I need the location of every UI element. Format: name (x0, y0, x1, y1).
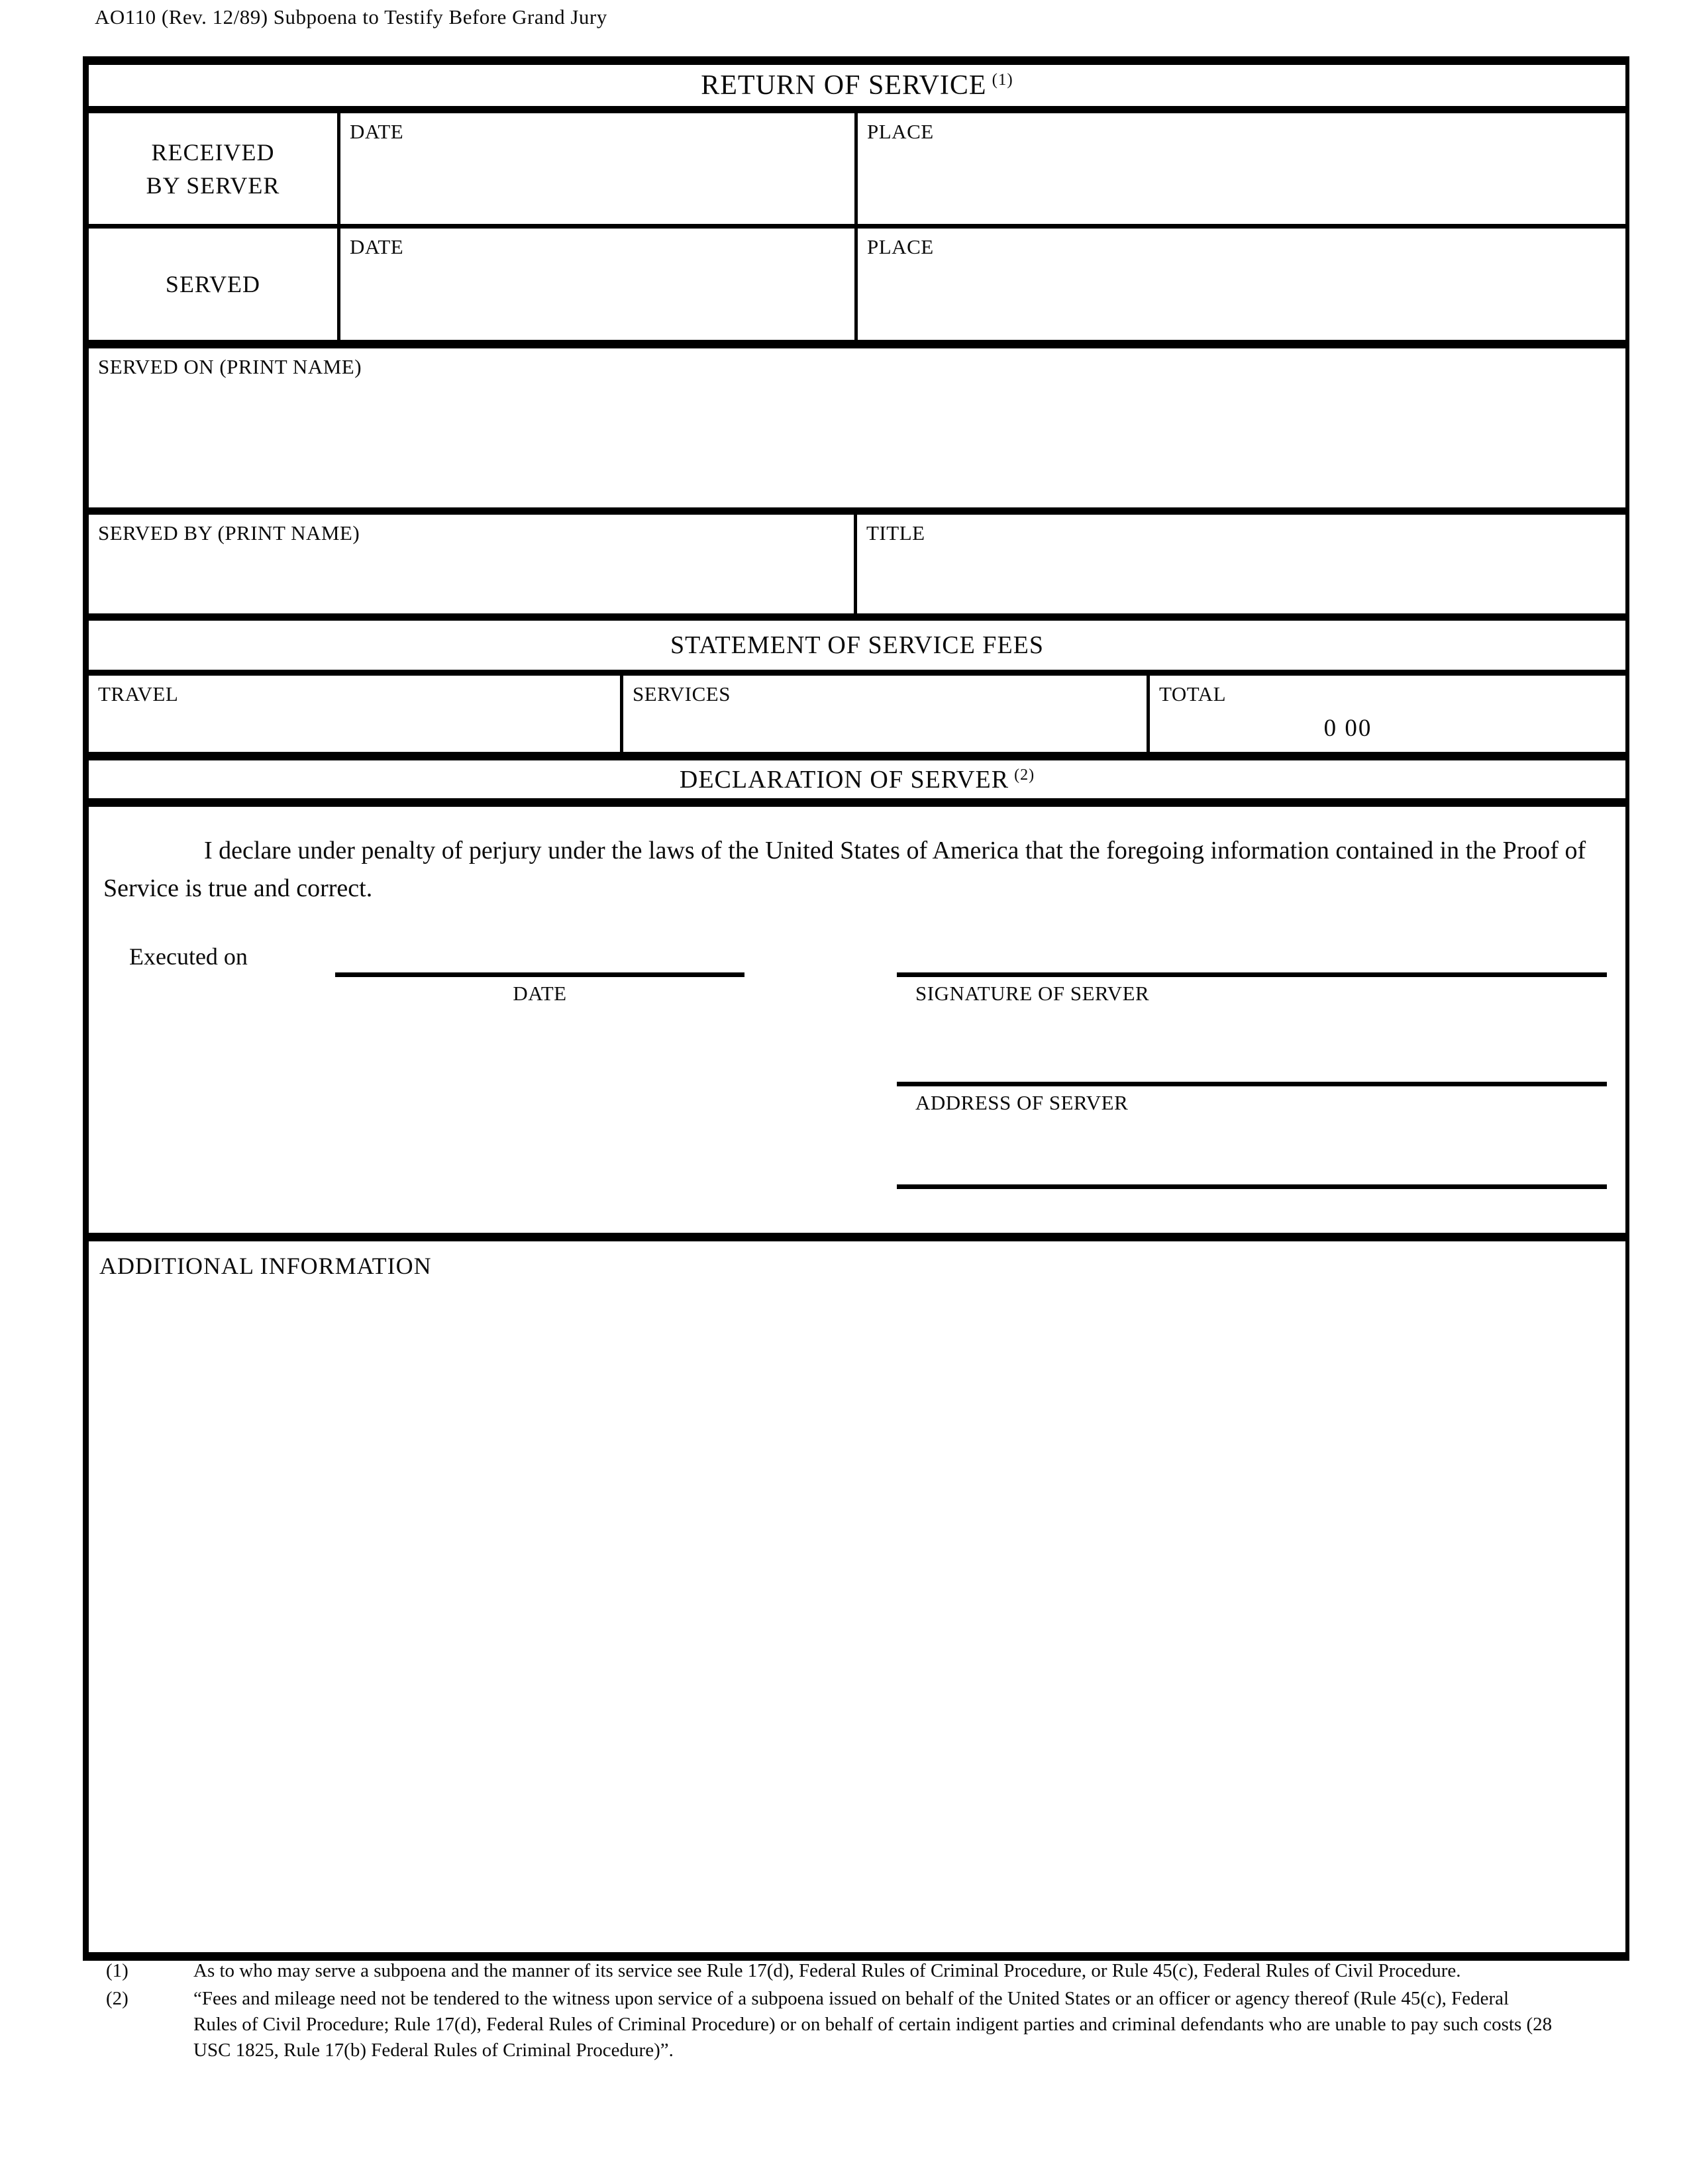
footnote-2-text: “Fees and mileage need not be tendered to the witness upon service of a subpoena issued on behalf of the United States or an officer or agency thereof (Rule 45(c), Federal Rules of Civil Procedure; Rule 17(d), Federal Rules of Criminal Procedure) or on behalf of certain indigent parties and criminal defendants who are unable to pay such costs (28 USC 1825, Rule 17(b) Federal Rules of Criminal Procedure)”. (193, 1988, 1553, 2061)
received-place-cell[interactable] (854, 113, 1625, 224)
total-label: TOTAL (1159, 682, 1227, 705)
title-field[interactable] (857, 515, 1625, 613)
declaration-header-row (89, 760, 1625, 807)
service-fees-title: STATEMENT OF SERVICE FEES (670, 631, 1044, 659)
signature-line[interactable] (897, 939, 1607, 977)
signature-of-server-label: SIGNATURE OF SERVER (915, 982, 1150, 1005)
address-line-2[interactable] (897, 1151, 1607, 1189)
footnote-1 (106, 1958, 1616, 1984)
served-date-label: DATE (350, 235, 404, 258)
service-fees-header-row (89, 621, 1625, 676)
served-by-row (89, 515, 1625, 621)
return-of-service-header-row (89, 65, 1625, 113)
served-on-label: SERVED ON (PRINT NAME) (98, 355, 362, 378)
received-date-field[interactable] (340, 113, 854, 224)
footnote-2 (106, 1986, 1616, 2063)
served-by-field[interactable] (89, 515, 854, 613)
received-date-label: DATE (350, 120, 404, 143)
received-place-label: PLACE (867, 120, 934, 143)
declaration-title-text: DECLARATION OF SERVER (679, 765, 1009, 794)
served-place-label: PLACE (867, 235, 934, 258)
executed-date-label: DATE (513, 982, 567, 1005)
declaration-title (680, 765, 1035, 794)
service-fees-row (89, 676, 1625, 760)
served-row (89, 229, 1625, 348)
footnote-1-text: As to who may serve a subpoena and the manner of its service see Rule 17(d), Federal Rules of Criminal Procedure, or Rule 45(c), Federal Rules of Civil Procedure. (193, 1960, 1461, 1981)
served-on-row[interactable] (89, 348, 1625, 515)
footnote-1-ref: (1) (106, 1960, 128, 1981)
services-label: SERVICES (633, 682, 731, 705)
served-by-label: SERVED BY (PRINT NAME) (98, 521, 360, 545)
footnote-2-ref: (2) (106, 1988, 128, 2009)
return-of-service-form (83, 56, 1629, 1961)
services-cell[interactable] (620, 676, 1147, 752)
address-of-server-label: ADDRESS OF SERVER (915, 1091, 1129, 1114)
total-cell[interactable] (1147, 676, 1625, 752)
declaration-section (89, 807, 1625, 1241)
form-id-header: AO110 (Rev. 12/89) Subpoena to Testify Before Grand Jury (95, 5, 607, 28)
total-value: 0 00 (1323, 715, 1372, 742)
additional-information-label: ADDITIONAL INFORMATION (99, 1253, 432, 1279)
return-of-service-title-text: RETURN OF SERVICE (701, 70, 987, 101)
served-place-cell[interactable] (854, 229, 1625, 340)
travel-cell[interactable] (89, 676, 620, 752)
received-place-field[interactable] (858, 113, 1625, 224)
additional-information-field[interactable] (89, 1241, 1625, 1952)
served-date-cell[interactable] (337, 229, 854, 340)
footnotes (106, 1958, 1616, 2065)
travel-field[interactable] (89, 676, 620, 752)
declaration-body: I declare under penalty of perjury under the laws of the United States of America that the foregoing information contained in the Proof of Service is true and correct. (103, 837, 1586, 902)
received-by-server-row (89, 113, 1625, 229)
additional-information-section[interactable] (89, 1241, 1625, 1952)
travel-label: TRAVEL (98, 682, 179, 705)
served-place-field[interactable] (858, 229, 1625, 340)
title-cell[interactable] (854, 515, 1625, 613)
received-label-line1: RECEIVED (151, 138, 275, 166)
served-on-field[interactable] (89, 348, 1625, 507)
return-of-service-footnote-ref: (1) (992, 71, 1013, 89)
executed-date-line[interactable] (335, 939, 744, 977)
services-field[interactable] (623, 676, 1147, 752)
served-label: SERVED (165, 271, 261, 297)
title-label: TITLE (866, 521, 925, 545)
executed-on-label: Executed on (129, 943, 248, 970)
address-line[interactable] (897, 1049, 1607, 1086)
served-date-field[interactable] (340, 229, 854, 340)
served-label-cell (89, 229, 337, 340)
received-date-cell[interactable] (337, 113, 854, 224)
return-of-service-title (701, 70, 1013, 101)
served-by-cell[interactable] (89, 515, 854, 613)
declaration-footnote-ref: (2) (1014, 766, 1035, 784)
received-by-server-label-cell (89, 113, 337, 224)
received-label-line2: BY SERVER (146, 172, 280, 199)
